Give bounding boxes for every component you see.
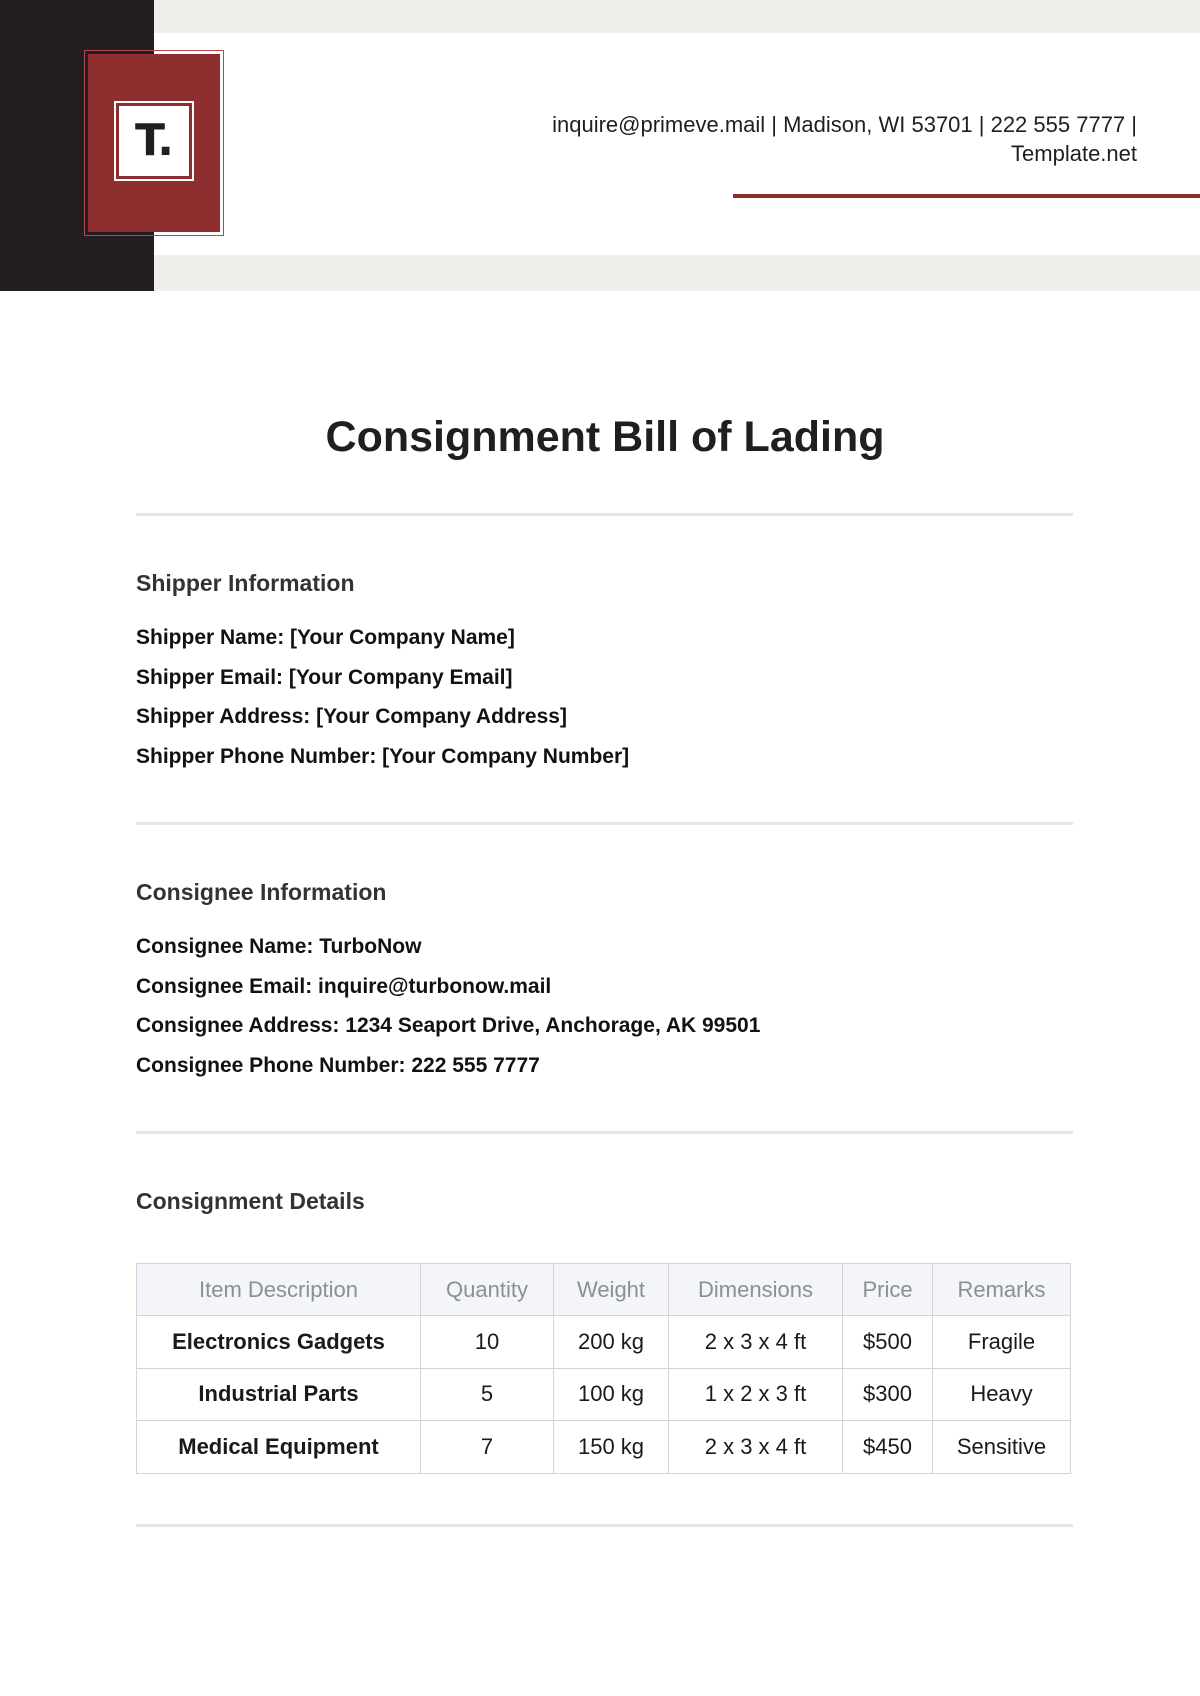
contact-line-2: Template.net [1011,141,1137,166]
cell-price: $450 [843,1421,933,1474]
consignee-phone: Consignee Phone Number: 222 555 7777 [136,1053,540,1077]
contact-info [457,110,1137,168]
header-band-top [154,0,1200,33]
company-logo [116,103,192,179]
details-heading: Consignment Details [136,1188,365,1214]
col-quantity: Quantity [421,1264,554,1316]
header-band-bottom [154,255,1200,291]
shipper-email: Shipper Email: [Your Company Email] [136,665,513,689]
col-price: Price [843,1264,933,1316]
logo-letter: T. [134,115,174,166]
shipper-name: Shipper Name: [Your Company Name] [136,626,515,649]
cell-dimensions: 2 x 3 x 4 ft [669,1316,843,1369]
cell-remarks: Sensitive [933,1421,1071,1474]
cell-dimensions: 2 x 3 x 4 ft [669,1421,843,1474]
consignee-name: Consignee Name: TurboNow [136,935,422,958]
cell-item: Electronics Gadgets [137,1316,421,1369]
shipper-fields [136,618,629,776]
divider-shipper [136,822,1073,825]
cell-dimensions: 1 x 2 x 3 ft [669,1368,843,1421]
col-weight: Weight [554,1264,669,1316]
cell-weight: 200 kg [554,1316,669,1369]
divider-title [136,513,1073,516]
cell-quantity: 10 [421,1316,554,1369]
cell-remarks: Heavy [933,1368,1071,1421]
consignee-heading: Consignee Information [136,879,387,905]
consignee-fields [136,927,760,1085]
cell-weight: 100 kg [554,1368,669,1421]
shipper-heading: Shipper Information [136,570,355,596]
cell-remarks: Fragile [933,1316,1071,1369]
table-row [137,1421,1071,1474]
table-row [137,1316,1071,1369]
cell-price: $500 [843,1316,933,1369]
document-title: Consignment Bill of Lading [325,413,885,461]
contact-line-1: inquire@primeve.mail | Madison, WI 53701 | 222 555 7777 | [552,112,1137,137]
table-row [137,1368,1071,1421]
cell-weight: 150 kg [554,1421,669,1474]
consignee-address: Consignee Address: 1234 Seaport Drive, Anchorage, AK 99501 [136,1014,761,1037]
table-header-row [137,1264,1071,1316]
divider-consignee [136,1131,1073,1134]
cell-quantity: 5 [421,1368,554,1421]
col-item-description: Item Description [137,1264,421,1316]
cell-item: Industrial Parts [137,1368,421,1421]
consignment-table [136,1263,1071,1474]
col-remarks: Remarks [933,1264,1071,1316]
cell-quantity: 7 [421,1421,554,1474]
cell-price: $300 [843,1368,933,1421]
header-accent-line [733,194,1200,198]
cell-item: Medical Equipment [137,1421,421,1474]
shipper-address: Shipper Address: [Your Company Address] [136,705,567,728]
consignee-email: Consignee Email: inquire@turbonow.mail [136,974,552,998]
divider-details [136,1524,1073,1527]
shipper-phone: Shipper Phone Number: [Your Company Number] [136,744,630,768]
col-dimensions: Dimensions [669,1264,843,1316]
